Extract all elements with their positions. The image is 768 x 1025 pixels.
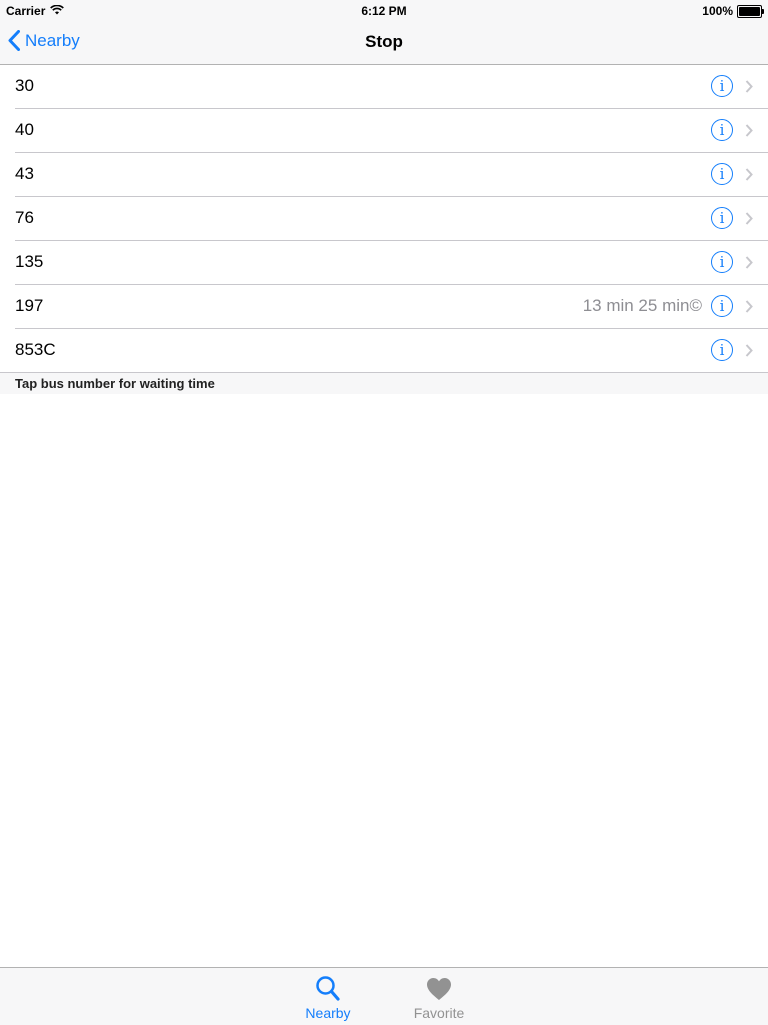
battery-info [702, 4, 762, 18]
info-icon[interactable]: i [711, 295, 733, 317]
carrier-label: Carrier [6, 4, 46, 18]
status-bar [0, 0, 768, 20]
tab-nearby[interactable] [288, 974, 368, 1021]
chevron-right-icon [745, 80, 753, 93]
battery-icon [737, 5, 762, 18]
route-number: 40 [15, 120, 34, 139]
tab-label: Nearby [305, 1005, 351, 1021]
chevron-right-icon [745, 124, 753, 137]
info-icon[interactable]: i [711, 339, 733, 361]
list-item[interactable] [0, 197, 768, 241]
info-icon[interactable]: i [711, 251, 733, 273]
battery-percent: 100% [702, 4, 733, 18]
back-button-label: Nearby [25, 30, 80, 50]
list-item[interactable] [0, 109, 768, 153]
chevron-right-icon [745, 256, 753, 269]
info-icon[interactable]: i [711, 119, 733, 141]
list-item[interactable] [0, 153, 768, 197]
list-item[interactable] [0, 241, 768, 285]
section-footer [0, 373, 768, 394]
tab-bar [0, 967, 768, 1025]
list-item[interactable] [0, 329, 768, 373]
route-number: 30 [15, 76, 34, 95]
page-title: Stop [365, 32, 403, 51]
chevron-right-icon [745, 344, 753, 357]
footer-note-text: Tap bus number for waiting time [15, 376, 215, 391]
route-number: 43 [15, 164, 34, 183]
search-icon [288, 974, 368, 1004]
info-icon[interactable]: i [711, 207, 733, 229]
tab-label: Favorite [413, 1005, 465, 1021]
chevron-right-icon [745, 212, 753, 225]
list-item[interactable] [0, 65, 768, 109]
route-number: 853C [15, 340, 56, 359]
route-number: 135 [15, 252, 44, 271]
route-list [0, 65, 768, 373]
status-time: 6:12 PM [361, 4, 407, 18]
chevron-right-icon [745, 300, 753, 313]
tab-favorite[interactable] [399, 974, 479, 1021]
info-icon[interactable]: i [711, 75, 733, 97]
heart-icon [399, 974, 479, 1004]
info-icon[interactable]: i [711, 163, 733, 185]
route-number: 197 [15, 296, 44, 315]
route-number: 76 [15, 208, 34, 227]
waiting-time: 13 min 25 min© [582, 296, 702, 315]
list-item[interactable] [0, 285, 768, 329]
navigation-bar [0, 20, 768, 65]
chevron-right-icon [745, 168, 753, 181]
